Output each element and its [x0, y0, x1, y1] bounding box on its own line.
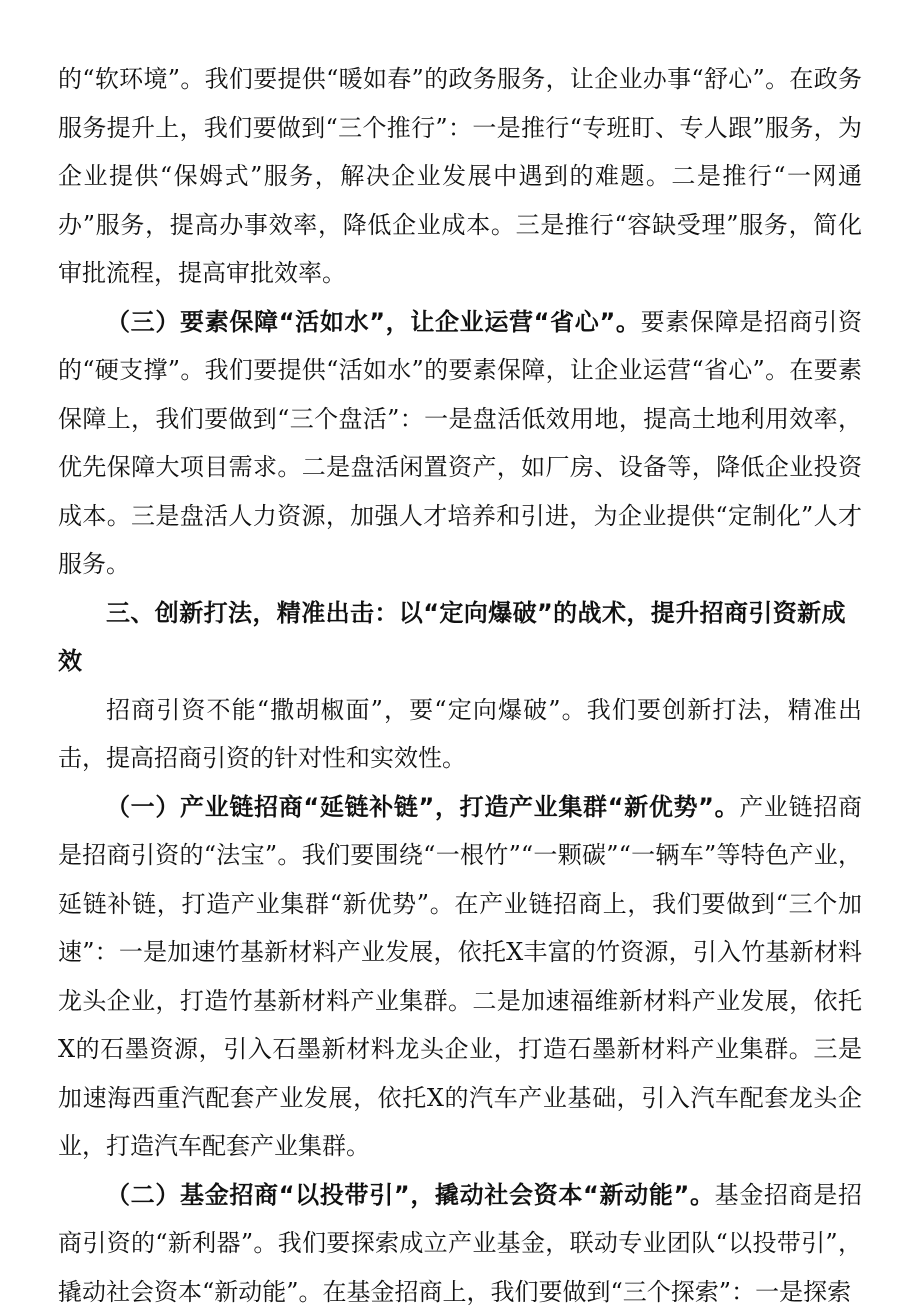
paragraph-fund-investment	[58, 1171, 862, 1316]
paragraph-factor-guarantee	[58, 298, 862, 589]
section-heading-factor-guarantee: （三）要素保障“活如水”，让企业运营“省心”。	[106, 308, 641, 336]
paragraph-factor-guarantee-body: 要素保障是招商引资的“硬支撑”。我们要提供“活如水”的要素保障，让企业运营“省心”。在要素保障上，我们要做到“三个盘活”：一是盘活低效用地，提高土地利用效率，优先保障大项目需求。二是盘活闲置资产，如厂房、设备等，降低企业投资成本。三是盘活人力资源，加强人才培养和引进，为企业提供“定制化”人才服务。	[58, 308, 862, 579]
paragraph-soft-environment: 的“软环境”。我们要提供“暖如春”的政务服务，让企业办事“舒心”。在政务服务提升上，我们要做到“三个推行”：一是推行“专班盯、专人跟”服务，为企业提供“保姆式”服务，解决企业发展中遇到的难题。二是推行“一网通办”服务，提高办事效率，降低企业成本。三是推行“容缺受理”服务，简化审批流程，提高审批效率。	[58, 55, 862, 298]
section-heading-industry-chain: （一）产业链招商“延链补链”，打造产业集群“新优势”。	[106, 793, 739, 821]
paragraph-industry-chain-body: 产业链招商是招商引资的“法宝”。我们要围绕“一根竹”“一颗碳”“一辆车”等特色产业，延链补链，打造产业集群“新优势”。在产业链招商上，我们要做到“三个加速”：一是加速竹基新材料产业发展，依托X丰富的竹资源，引入竹基新材料龙头企业，打造竹基新材料产业集群。二是加速福维新材料产业发展，依托X的石墨资源，引入石墨新材料龙头企业，打造石墨新材料产业集群。三是加速海西重汽配套产业发展，依托X的汽车产业基础，引入汽车配套龙头企业，打造汽车配套产业集群。	[58, 793, 862, 1161]
paragraph-fund-investment-body: 基金招商是招商引资的“新利器”。我们要探索成立产业基金，联动专业团队“以投带引”，撬动社会资本“新动能”。在基金招商上，我们要做到“三个探索”：一是探索	[58, 1181, 862, 1306]
chapter-heading-innovation: 三、创新打法，精准出击：以“定向爆破”的战术，提升招商引资新成效	[58, 589, 862, 686]
paragraph-industry-chain	[58, 783, 862, 1171]
section-heading-fund-investment: （二）基金招商“以投带引”，撬动社会资本“新动能”。	[106, 1181, 715, 1209]
paragraph-targeted-investment: 招商引资不能“撒胡椒面”，要“定向爆破”。我们要创新打法，精准出击，提高招商引资的针对性和实效性。	[58, 686, 862, 783]
